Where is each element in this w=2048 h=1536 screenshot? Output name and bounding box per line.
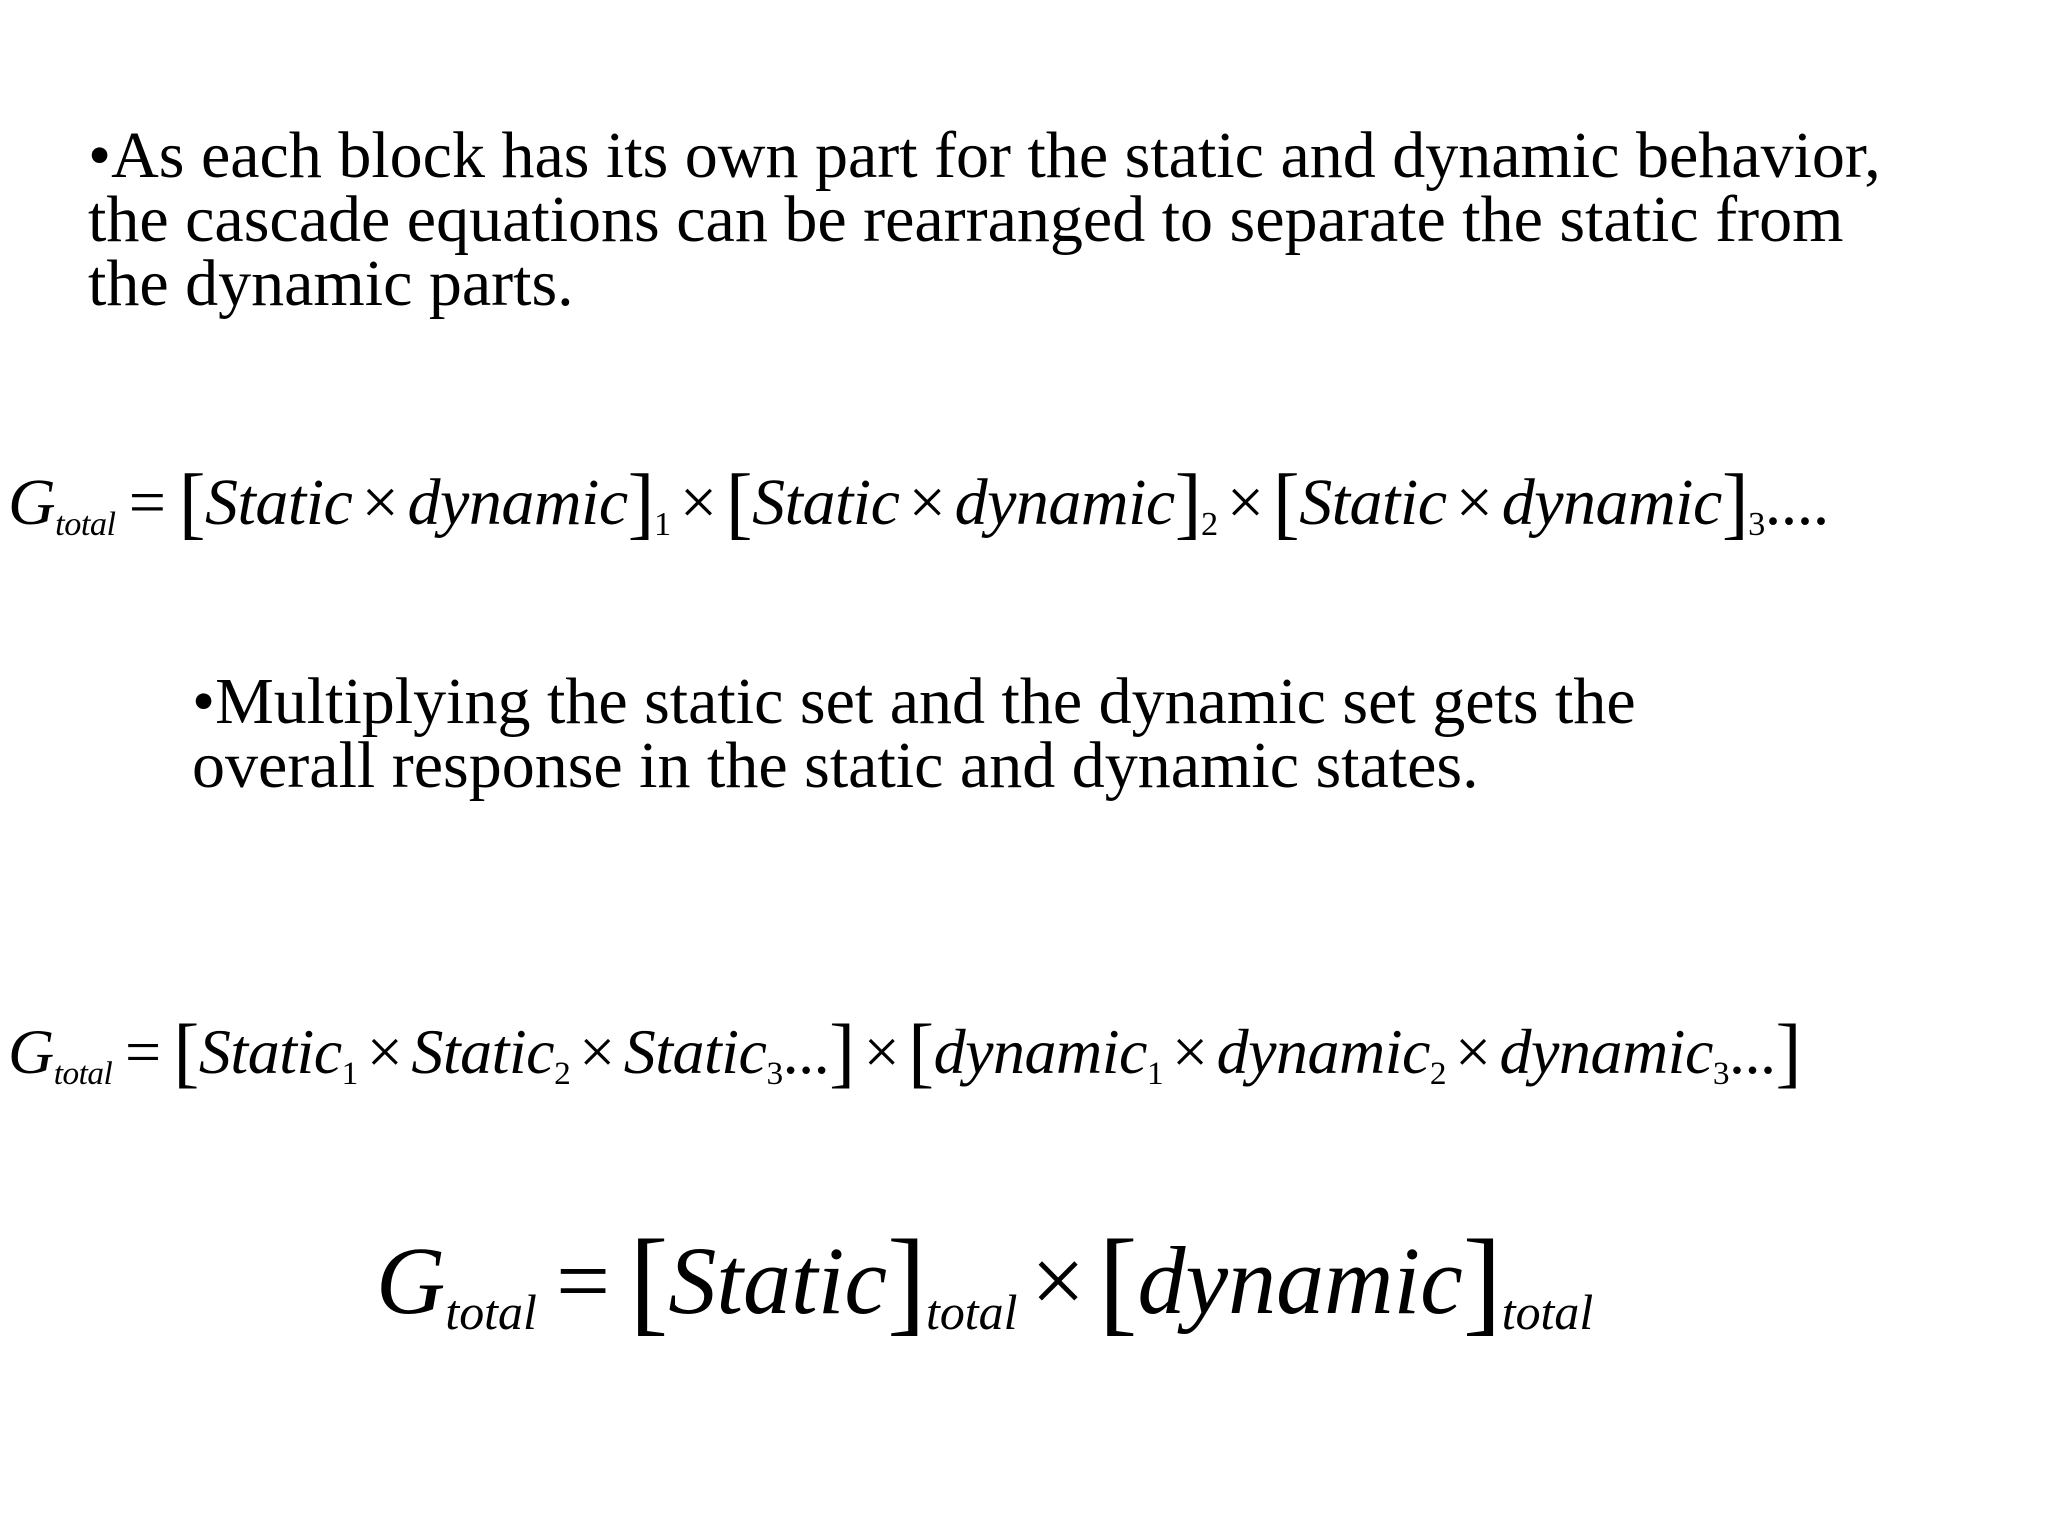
eq2-static-2: Static <box>411 1016 555 1087</box>
eq1-lhs-sub: total <box>55 504 116 543</box>
eq2-bracket-open-dynamic: [ <box>908 1007 934 1095</box>
eq2-bracket-close-dynamic: ] <box>1775 1007 1801 1095</box>
eq2-dynamic-index-1: 1 <box>1146 1054 1164 1092</box>
eq2-dynamic-index-2: 2 <box>1429 1054 1447 1092</box>
eq1-equals: = <box>128 466 166 539</box>
eq1-bracket-close-2: ] <box>1174 457 1202 547</box>
eq2-static-index-2: 2 <box>554 1054 571 1092</box>
eq1-static-1: Static <box>205 466 353 539</box>
eq1-bracket-close-1: ] <box>627 457 654 547</box>
intro-paragraph <box>88 119 1881 320</box>
eq1-times-outer-2: × <box>1226 466 1264 539</box>
eq1-tail: .... <box>1764 466 1829 539</box>
eq3-dynamic-sub: total <box>1501 1284 1594 1340</box>
eq2-dynamic-3: dynamic <box>1499 1016 1713 1087</box>
eq3-bracket-close-dynamic: ] <box>1462 1217 1502 1347</box>
eq2-bracket-open-static: [ <box>173 1007 199 1095</box>
eq3-static-sub: total <box>925 1284 1018 1340</box>
eq1-static-2: Static <box>752 466 900 539</box>
eq1-dynamic-3: dynamic <box>1501 466 1722 539</box>
eq2-static-index-1: 1 <box>341 1054 358 1092</box>
multiply-line-2: overall response in the static and dynamic states. <box>192 729 1479 802</box>
eq3-times: × <box>1030 1227 1086 1334</box>
eq1-times-inner-1: × <box>361 466 399 539</box>
eq2-bracket-close-static: ] <box>829 1007 855 1095</box>
eq3-lhs-sub: total <box>445 1284 537 1340</box>
eq2-lhs-sub: total <box>53 1054 113 1092</box>
eq2-times-s1: × <box>366 1016 403 1087</box>
eq2-equals: = <box>125 1016 161 1087</box>
eq2-dynamic-1: dynamic <box>933 1016 1147 1087</box>
eq3-dynamic: dynamic <box>1137 1227 1463 1334</box>
eq1-times-inner-3: × <box>1455 466 1493 539</box>
eq1-times-inner-2: × <box>908 466 946 539</box>
intro-line-3: the dynamic parts. <box>88 247 574 320</box>
eq2-dynamic-index-3: 3 <box>1712 1054 1729 1092</box>
separated-equation <box>8 1007 1801 1095</box>
eq1-index-1: 1 <box>653 504 671 543</box>
eq1-dynamic-1: dynamic <box>407 466 628 539</box>
eq3-bracket-close-static: ] <box>886 1217 926 1347</box>
eq3-equals: = <box>556 1227 611 1334</box>
eq2-lhs: G <box>8 1016 54 1087</box>
eq2-static-index-3: 3 <box>766 1054 783 1092</box>
eq1-bracket-close-3: ] <box>1721 457 1749 547</box>
eq3-static: Static <box>668 1227 887 1334</box>
multiply-paragraph <box>192 665 1636 802</box>
eq2-static-ellipsis: ... <box>782 1016 830 1087</box>
multiply-line-1: •Multiplying the static set and the dynamic set gets the <box>192 665 1636 738</box>
total-equation <box>376 1216 1594 1347</box>
eq2-times-d1: × <box>1172 1016 1208 1087</box>
eq2-static-3: Static <box>623 1016 767 1087</box>
eq2-dynamic-2: dynamic <box>1216 1016 1430 1087</box>
eq1-bracket-open-2: [ <box>725 457 753 547</box>
intro-line-1: •As each block has its own part for the static and dynamic behavior, <box>88 119 1881 192</box>
eq3-bracket-open-dynamic: [ <box>1098 1217 1138 1347</box>
eq2-dynamic-ellipsis: ... <box>1728 1016 1776 1087</box>
cascade-equation <box>8 457 1829 547</box>
eq1-static-3: Static <box>1299 466 1447 539</box>
eq2-times-s2: × <box>579 1016 615 1087</box>
eq2-static-1: Static <box>198 1016 342 1087</box>
eq3-lhs: G <box>376 1227 446 1334</box>
intro-line-2: the cascade equations can be rearranged to separate the static from <box>88 183 1844 256</box>
eq1-bracket-open-3: [ <box>1272 457 1300 547</box>
eq1-lhs: G <box>8 466 56 539</box>
eq1-times-outer-1: × <box>679 466 717 539</box>
eq1-index-3: 3 <box>1748 504 1765 543</box>
eq2-times-middle: × <box>863 1016 900 1087</box>
eq1-index-2: 2 <box>1201 504 1218 543</box>
eq1-bracket-open-1: [ <box>178 457 206 547</box>
eq1-dynamic-2: dynamic <box>954 466 1175 539</box>
eq3-bracket-open-static: [ <box>629 1217 669 1347</box>
eq2-times-d2: × <box>1454 1016 1491 1087</box>
